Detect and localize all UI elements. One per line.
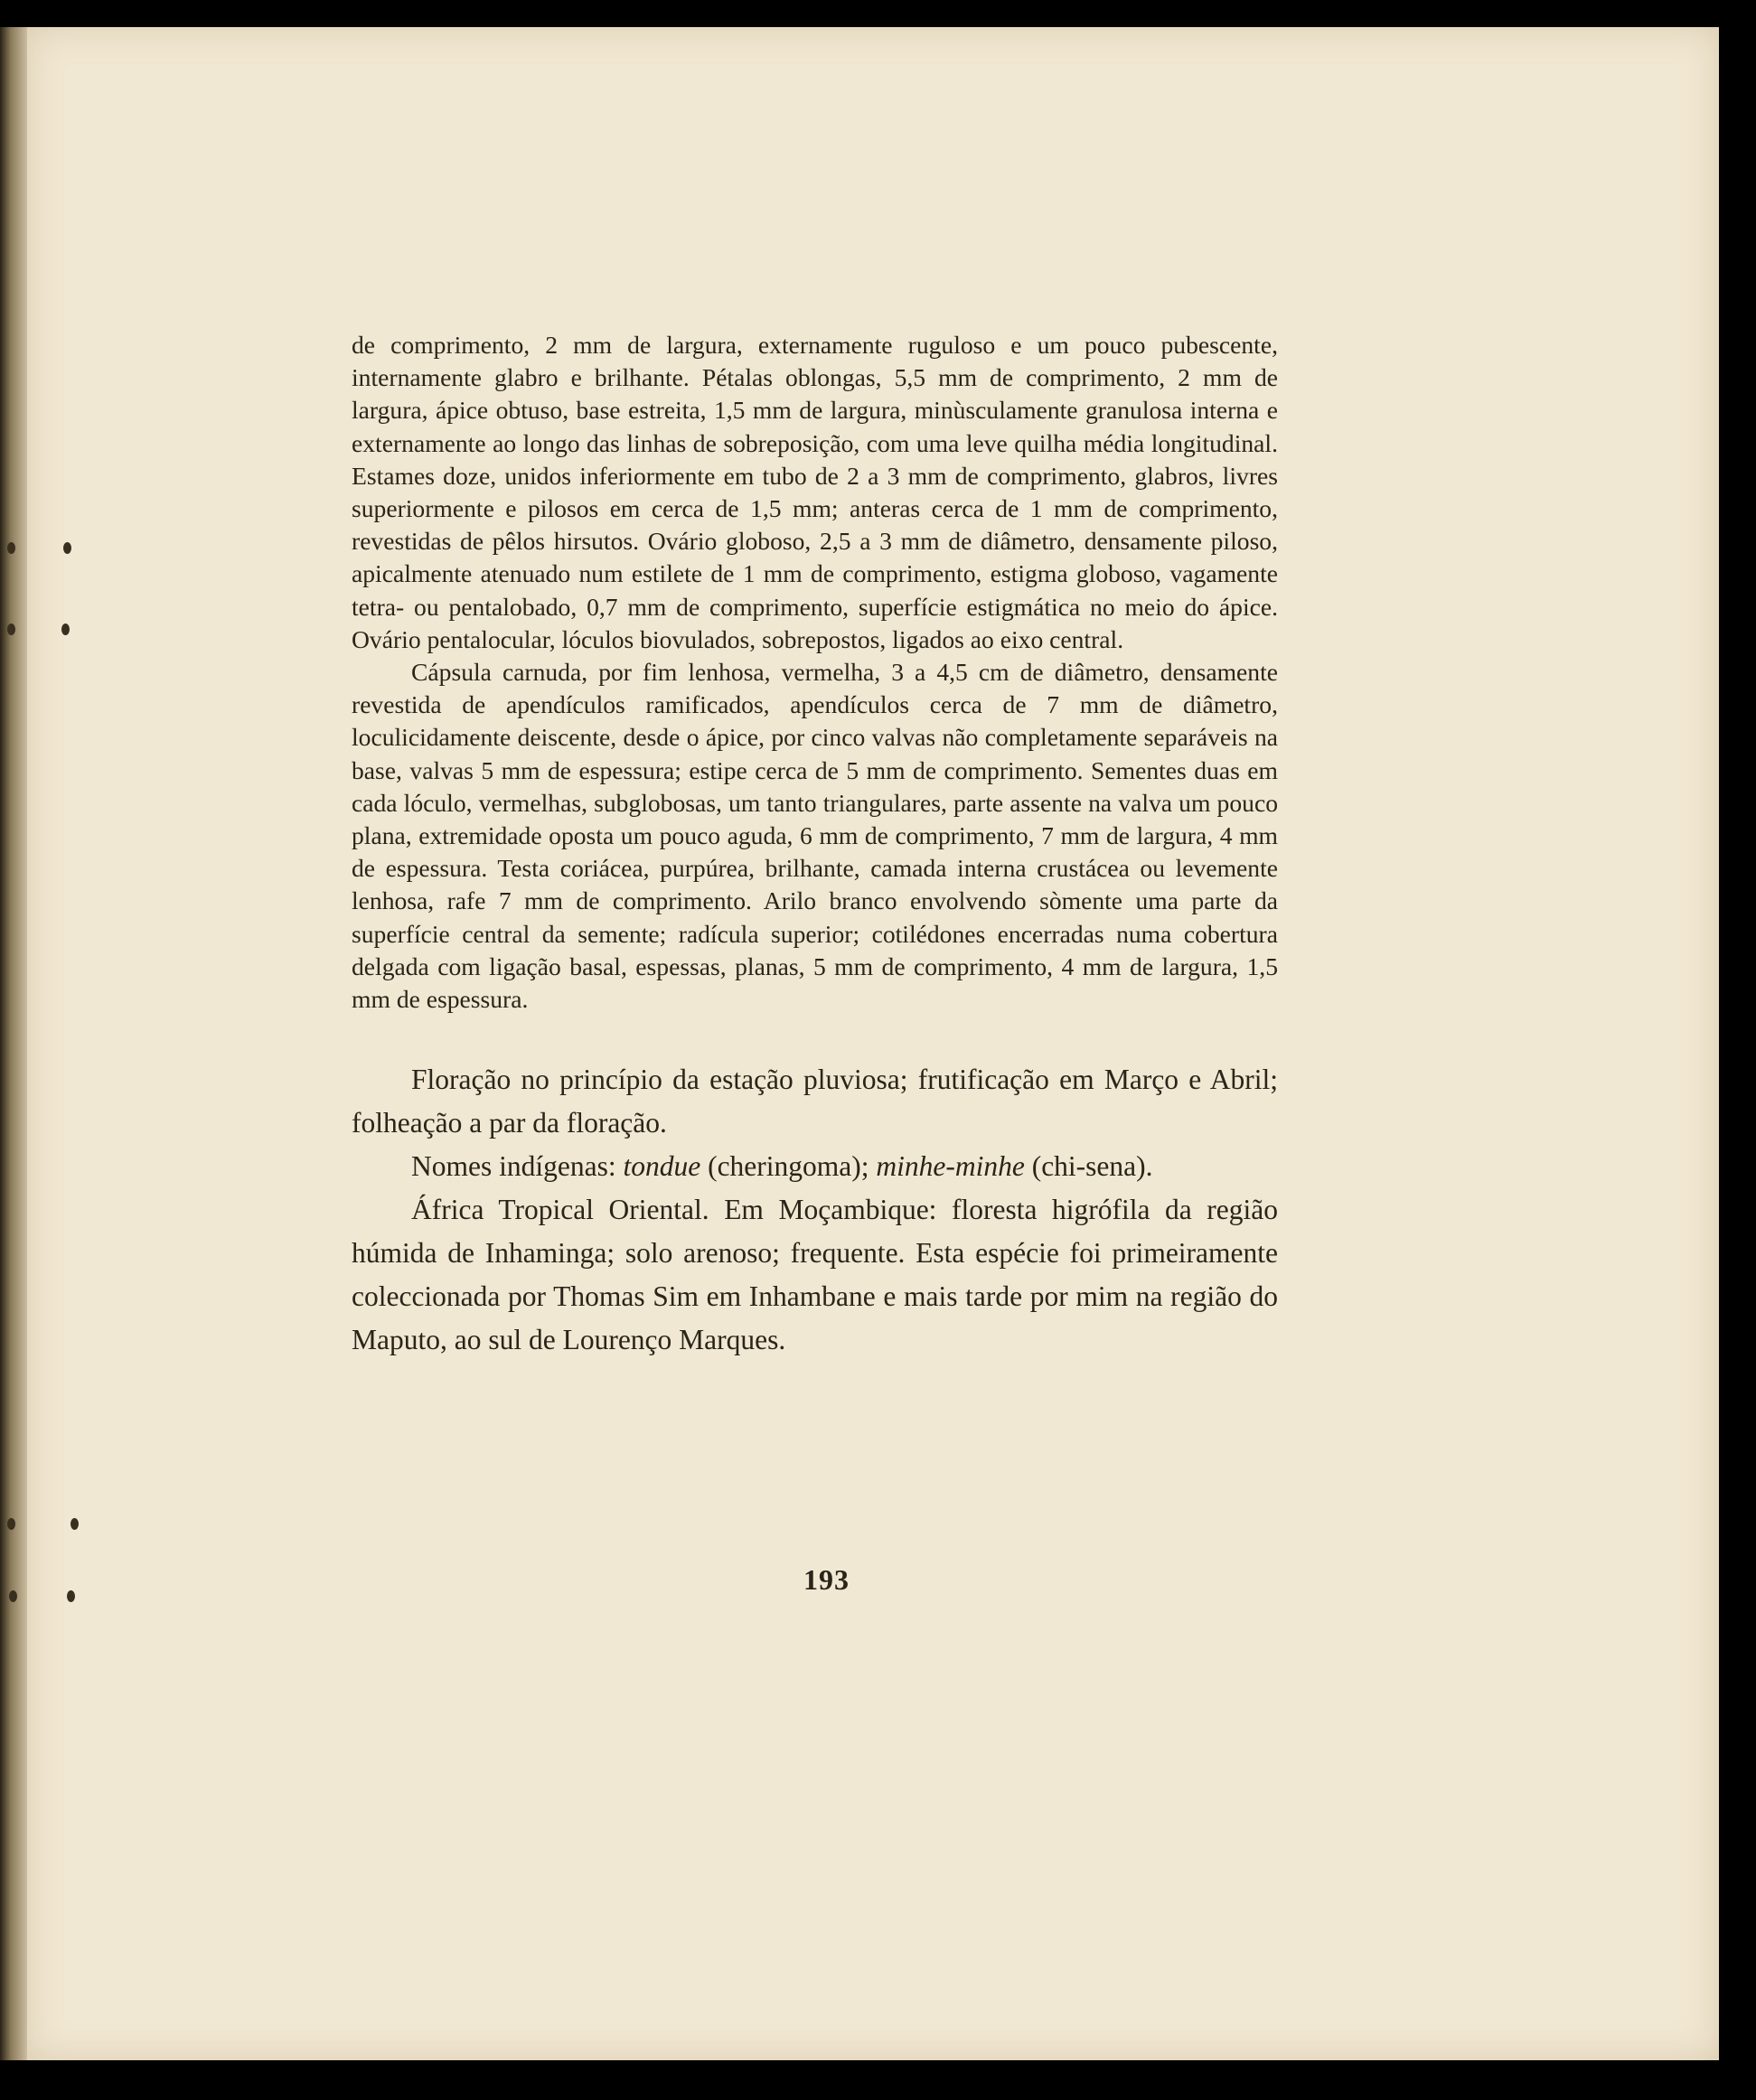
margin-mark: [67, 1590, 75, 1602]
margin-mark: [7, 623, 15, 635]
description-paragraph-fruit: Cápsula carnuda, por fim lenhosa, vermelha, 3 a 4,5 cm de diâmetro, densamente revestida de apendículos ramificados, apendículos cerca de 7 mm de diâmetro, loculicidamente deiscente, desde o ápice, por cinco valvas não completamente separáveis na base, valvas 5 mm de espessura; estipe cerca de 5 mm de comprimento. Sementes duas em cada lóculo, vermelhas, subglobosas, um tanto triangulares, parte assente na valva um pouco plana, extremidade oposta um pouco aguda, 6 mm de comprimento, 7 mm de largura, 4 mm de espessura. Testa coriácea, purpúrea, brilhante, camada interna crustácea ou levemente lenhosa, rafe 7 mm de comprimento. Arilo branco envolvendo sòmente uma parte da superfície central da semente; radícula superior; cotilédones encerradas numa cobertura delgada com ligação basal, espessas, planas, 5 mm de comprimento, 4 mm de largura, 1,5 mm de espessura.: [352, 658, 1278, 1014]
distribution-paragraph: África Tropical Oriental. Em Moçambique: floresta higrófila da região húmida de Inhaminga; solo arenoso; frequente. Esta espécie foi primeiramente coleccionada por Thomas Sim em Inhambane e mais tarde por mim na região do Maputo, ao sul de Lourenço Marques.: [352, 1194, 1278, 1356]
description-paragraph-flower: de comprimento, 2 mm de largura, externamente ruguloso e um pouco pubescente, internamente glabro e brilhante. Pétalas oblongas, 5,5 mm de comprimento, 2 mm de largura, ápice obtuso, base estreita, 1,5 mm de largura, minùsculamente granulosa interna e externamente ao longo das linhas de sobreposição, com uma leve quilha média longitudinal. Estames doze, unidos inferiormente em tubo de 2 a 3 mm de comprimento, glabros, livres superiormente e pilosos em cerca de 1,5 mm; anteras cerca de 1 mm de comprimento, revestidas de pêlos hirsutos. Ovário globoso, 2,5 a 3 mm de diâmetro, densamente piloso, apicalmente atenuado num estilete de 1 mm de comprimento, estigma globoso, vagamente tetra- ou pentalobado, 0,7 mm de comprimento, superfície estigmática no meio do ápice. Ovário pentalocular, lóculos biovulados, sobrepostos, ligados ao eixo central.: [352, 331, 1278, 653]
vernacular-name-1: tondue: [623, 1150, 701, 1183]
margin-mark: [7, 1518, 15, 1530]
body-text: [352, 329, 1278, 1362]
margin-mark: [63, 542, 71, 554]
vernacular-names-paragraph: [352, 1145, 1278, 1188]
margin-mark: [61, 623, 70, 635]
margin-mark: [7, 542, 15, 554]
names-label: Nomes indígenas:: [411, 1150, 624, 1183]
binding-edge: [0, 27, 31, 2060]
flowering-paragraph: Floração no princípio da estação pluviosa; frutificação em Março e Abril; folheação a par da floração.: [352, 1064, 1278, 1139]
page-number: 193: [803, 1563, 850, 1596]
margin-mark: [9, 1590, 17, 1602]
margin-mark: [70, 1518, 79, 1530]
vernacular-name-2-language: (chi-sena).: [1024, 1150, 1153, 1183]
vernacular-name-2: minhe-minhe: [876, 1150, 1025, 1183]
vernacular-name-1-language: (cheringoma);: [700, 1150, 877, 1183]
